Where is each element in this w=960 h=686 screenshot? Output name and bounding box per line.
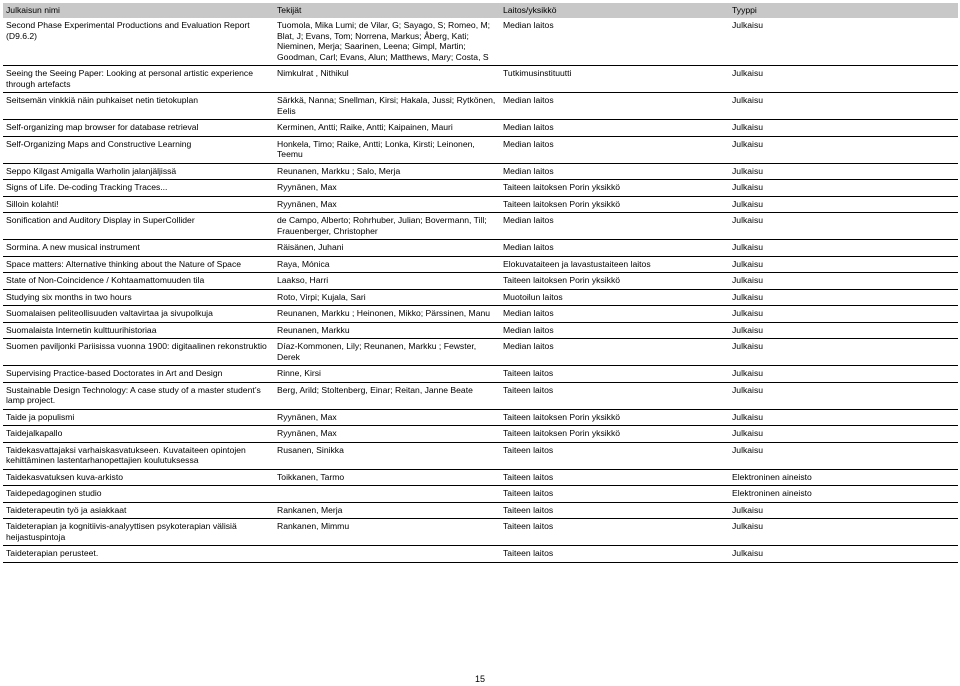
title-cell: Taidekasvattajaksi varhaiskasvatukseen. Kuvataiteen opintojen kehittäminen lastentarhanopettajien koulutuksessa (3, 442, 274, 469)
table-row (3, 180, 958, 197)
table-row (3, 486, 958, 503)
table-row (3, 240, 958, 257)
unit-cell: Taiteen laitos (500, 519, 729, 546)
authors-cell (274, 486, 500, 503)
publications-table (3, 3, 958, 563)
title-cell: Studying six months in two hours (3, 289, 274, 306)
type-cell: Julkaisu (729, 163, 958, 180)
unit-cell: Median laitos (500, 213, 729, 240)
table-row (3, 18, 958, 66)
title-cell: Space matters: Alternative thinking about the Nature of Space (3, 256, 274, 273)
header-authors: Tekijät (274, 3, 500, 18)
authors-cell: Berg, Arild; Stoltenberg, Einar; Reitan, Janne Beate (274, 382, 500, 409)
authors-cell: Rinne, Kirsi (274, 366, 500, 383)
table-body (3, 18, 958, 562)
table-row (3, 469, 958, 486)
document-page (3, 3, 958, 563)
title-cell: Sustainable Design Technology: A case study of a master student’s lamp project. (3, 382, 274, 409)
table-row (3, 322, 958, 339)
authors-cell: Rusanen, Sinikka (274, 442, 500, 469)
title-cell: Suomalaisen peliteollisuuden valtavirtaa ja sivupolkuja (3, 306, 274, 323)
authors-cell: Ryynänen, Max (274, 426, 500, 443)
table-row (3, 256, 958, 273)
type-cell: Julkaisu (729, 196, 958, 213)
table-row (3, 426, 958, 443)
title-cell: Seppo Kilgast Amigalla Warholin jalanjäljissä (3, 163, 274, 180)
title-cell: Second Phase Experimental Productions and Evaluation Report (D9.6.2) (3, 18, 274, 66)
title-cell: Self-organizing map browser for database retrieval (3, 120, 274, 137)
type-cell: Julkaisu (729, 322, 958, 339)
type-cell: Julkaisu (729, 382, 958, 409)
unit-cell: Taiteen laitos (500, 469, 729, 486)
title-cell: Taidekasvatuksen kuva-arkisto (3, 469, 274, 486)
unit-cell: Elokuvataiteen ja lavastustaiteen laitos (500, 256, 729, 273)
table-row (3, 66, 958, 93)
authors-cell: Ryynänen, Max (274, 196, 500, 213)
unit-cell: Median laitos (500, 339, 729, 366)
title-cell: Sonification and Auditory Display in SuperCollider (3, 213, 274, 240)
unit-cell: Median laitos (500, 93, 729, 120)
authors-cell: Ryynänen, Max (274, 409, 500, 426)
type-cell: Julkaisu (729, 213, 958, 240)
table-row (3, 289, 958, 306)
type-cell: Elektroninen aineisto (729, 469, 958, 486)
authors-cell: Toikkanen, Tarmo (274, 469, 500, 486)
title-cell: Suomalaista Internetin kulttuurihistoriaa (3, 322, 274, 339)
unit-cell: Median laitos (500, 163, 729, 180)
title-cell: Sormina. A new musical instrument (3, 240, 274, 257)
unit-cell: Taiteen laitoksen Porin yksikkö (500, 196, 729, 213)
unit-cell: Taiteen laitoksen Porin yksikkö (500, 180, 729, 197)
unit-cell: Taiteen laitos (500, 486, 729, 503)
authors-cell: Reunanen, Markku ; Salo, Merja (274, 163, 500, 180)
type-cell: Julkaisu (729, 136, 958, 163)
type-cell: Julkaisu (729, 180, 958, 197)
table-row (3, 136, 958, 163)
title-cell: Seitsemän vinkkiä näin puhkaiset netin tietokuplan (3, 93, 274, 120)
table-row (3, 502, 958, 519)
unit-cell: Median laitos (500, 240, 729, 257)
unit-cell: Taiteen laitoksen Porin yksikkö (500, 409, 729, 426)
title-cell: Taideterapian perusteet. (3, 546, 274, 563)
authors-cell: Räisänen, Juhani (274, 240, 500, 257)
table-row (3, 366, 958, 383)
header-unit: Laitos/yksikkö (500, 3, 729, 18)
table-row (3, 546, 958, 563)
table-row (3, 519, 958, 546)
table-row (3, 93, 958, 120)
type-cell: Julkaisu (729, 339, 958, 366)
unit-cell: Tutkimusinstituutti (500, 66, 729, 93)
type-cell: Julkaisu (729, 93, 958, 120)
authors-cell: Rankanen, Merja (274, 502, 500, 519)
unit-cell: Median laitos (500, 136, 729, 163)
unit-cell: Taiteen laitos (500, 366, 729, 383)
unit-cell: Taiteen laitoksen Porin yksikkö (500, 273, 729, 290)
unit-cell: Median laitos (500, 18, 729, 66)
type-cell: Julkaisu (729, 366, 958, 383)
table-row (3, 213, 958, 240)
authors-cell: Reunanen, Markku (274, 322, 500, 339)
authors-cell: Nimkulrat , Nithikul (274, 66, 500, 93)
table-row (3, 273, 958, 290)
unit-cell: Muotoilun laitos (500, 289, 729, 306)
unit-cell: Median laitos (500, 120, 729, 137)
title-cell: Seeing the Seeing Paper: Looking at personal artistic experience through artefacts (3, 66, 274, 93)
unit-cell: Taiteen laitos (500, 502, 729, 519)
title-cell: Taide ja populismi (3, 409, 274, 426)
title-cell: Taideterapeutin työ ja asiakkaat (3, 502, 274, 519)
table-row (3, 196, 958, 213)
authors-cell: Rankanen, Mimmu (274, 519, 500, 546)
table-header-row (3, 3, 958, 18)
type-cell: Julkaisu (729, 18, 958, 66)
type-cell: Julkaisu (729, 306, 958, 323)
table-row (3, 163, 958, 180)
type-cell: Julkaisu (729, 256, 958, 273)
table-row (3, 306, 958, 323)
type-cell: Julkaisu (729, 442, 958, 469)
authors-cell: Kerminen, Antti; Raike, Antti; Kaipainen, Mauri (274, 120, 500, 137)
unit-cell: Taiteen laitos (500, 442, 729, 469)
type-cell: Julkaisu (729, 120, 958, 137)
type-cell: Julkaisu (729, 409, 958, 426)
authors-cell: Díaz-Kommonen, Lily; Reunanen, Markku ; Fewster, Derek (274, 339, 500, 366)
table-row (3, 442, 958, 469)
authors-cell: Ryynänen, Max (274, 180, 500, 197)
authors-cell: Särkkä, Nanna; Snellman, Kirsi; Hakala, Jussi; Rytkönen, Eelis (274, 93, 500, 120)
title-cell: Taidepedagoginen studio (3, 486, 274, 503)
authors-cell: Reunanen, Markku ; Heinonen, Mikko; Pärssinen, Manu (274, 306, 500, 323)
title-cell: State of Non-Coincidence / Kohtaamattomuuden tila (3, 273, 274, 290)
title-cell: Silloin kolahti! (3, 196, 274, 213)
title-cell: Taidejalkapallo (3, 426, 274, 443)
type-cell: Elektroninen aineisto (729, 486, 958, 503)
title-cell: Suomen paviljonki Pariisissa vuonna 1900: digitaalinen rekonstruktio (3, 339, 274, 366)
page-number: 15 (474, 674, 485, 684)
title-cell: Signs of Life. De-coding Tracking Traces... (3, 180, 274, 197)
type-cell: Julkaisu (729, 502, 958, 519)
unit-cell: Taiteen laitos (500, 382, 729, 409)
authors-cell: Roto, Virpi; Kujala, Sari (274, 289, 500, 306)
unit-cell: Median laitos (500, 322, 729, 339)
authors-cell: de Campo, Alberto; Rohrhuber, Julian; Bovermann, Till; Frauenberger, Christopher (274, 213, 500, 240)
authors-cell: Laakso, Harri (274, 273, 500, 290)
authors-cell: Honkela, Timo; Raike, Antti; Lonka, Kirsti; Leinonen, Teemu (274, 136, 500, 163)
type-cell: Julkaisu (729, 240, 958, 257)
type-cell: Julkaisu (729, 66, 958, 93)
title-cell: Taideterapian ja kognitiivis-analyyttisen psykoterapian välisiä heijastuspintoja (3, 519, 274, 546)
unit-cell: Taiteen laitoksen Porin yksikkö (500, 426, 729, 443)
authors-cell: Raya, Mónica (274, 256, 500, 273)
unit-cell: Median laitos (500, 306, 729, 323)
type-cell: Julkaisu (729, 289, 958, 306)
authors-cell: Tuomola, Mika Lumi; de Vilar, G; Sayago, S; Romeo, M; Blat, J; Evans, Tom; Norrena, Markus; Åberg, Kati; Nieminen, Merja; Saarinen, Leena; Gimpl, Martin; Goodman, Carl; Evans, Alun; Matthews, Mary; Costa, S (274, 18, 500, 66)
header-title: Julkaisun nimi (3, 3, 274, 18)
title-cell: Self-Organizing Maps and Constructive Learning (3, 136, 274, 163)
header-type: Tyyppi (729, 3, 958, 18)
type-cell: Julkaisu (729, 273, 958, 290)
title-cell: Supervising Practice-based Doctorates in Art and Design (3, 366, 274, 383)
type-cell: Julkaisu (729, 519, 958, 546)
unit-cell: Taiteen laitos (500, 546, 729, 563)
authors-cell (274, 546, 500, 563)
type-cell: Julkaisu (729, 546, 958, 563)
table-row (3, 339, 958, 366)
table-row (3, 409, 958, 426)
table-row (3, 120, 958, 137)
type-cell: Julkaisu (729, 426, 958, 443)
table-row (3, 382, 958, 409)
